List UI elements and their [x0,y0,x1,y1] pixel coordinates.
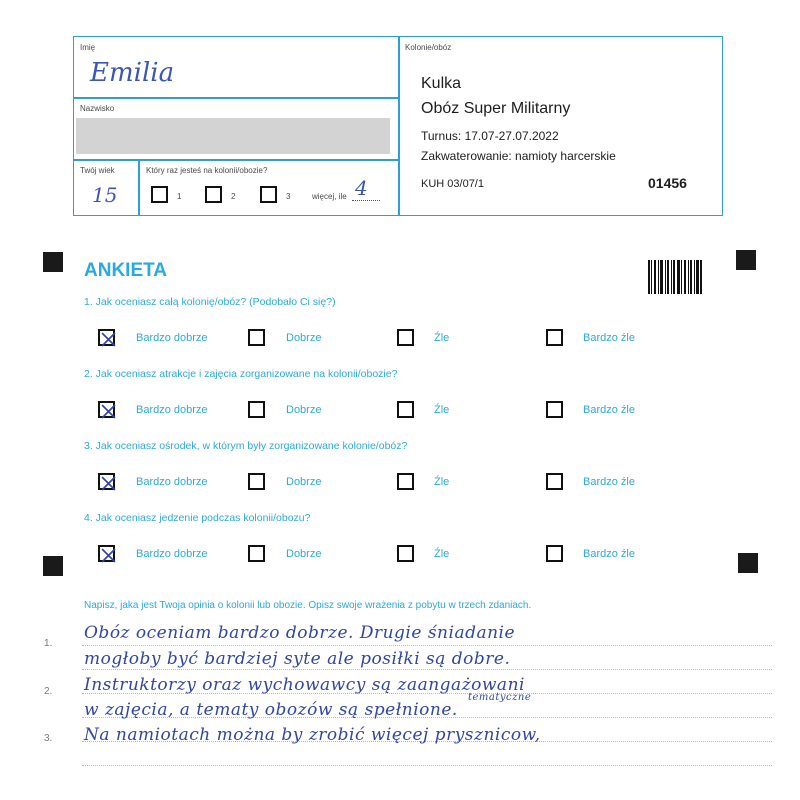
header-divider [73,97,399,99]
header-divider [398,36,400,216]
wiecej-label: więcej, ile [312,192,347,201]
q1-option-3-checkbox[interactable] [397,329,414,346]
q4-option-3-label: Źle [434,548,450,560]
q2-option-2-label: Dobrze [286,404,322,416]
q3-option-4-checkbox[interactable] [546,473,563,490]
wiek-value[interactable]: 15 [92,183,118,207]
q4-option-4-checkbox[interactable] [546,545,563,562]
writing-line [82,765,772,766]
header-divider [73,159,399,161]
q4-option-1-checkbox[interactable] [98,545,115,562]
question-2: 2. Jak oceniasz atrakcje i zajęcia zorganizowane na kolonii/obozie? [84,368,398,380]
q1-option-1-checkbox[interactable] [98,329,115,346]
q1-option-3-label: Źle [434,332,450,344]
imie-value[interactable]: Emilia [90,58,175,88]
q2-option-3-checkbox[interactable] [397,401,414,418]
line-number-2: 2. [44,686,53,697]
check-x-icon [100,475,117,492]
writing-line [82,669,772,670]
opinion-line-2[interactable]: mogłoby być bardziej syte ale posiłki są dobre. [84,649,511,669]
q4-option-2-label: Dobrze [286,548,322,560]
q4-option-2-checkbox[interactable] [248,545,265,562]
q4-option-4-label: Bardzo źle [583,548,635,560]
imie-label: Imię [80,43,96,52]
q1-option-1-label: Bardzo dobrze [136,332,208,344]
wiecej-value[interactable]: 4 [355,176,368,200]
visit-option-3-label: 3 [286,192,291,201]
q1-option-2-label: Dobrze [286,332,322,344]
registration-mark [43,252,63,272]
wiecej-line [352,200,380,201]
check-x-icon [100,547,117,564]
q3-option-2-checkbox[interactable] [248,473,265,490]
check-x-icon [100,403,117,420]
q3-option-1-label: Bardzo dobrze [136,476,208,488]
camp-code: KUH 03/07/1 [421,178,484,190]
nazwisko-redacted [76,118,390,154]
camp-name: Kulka [421,75,462,92]
visit-checkbox-3[interactable] [260,186,277,203]
visit-option-1-label: 1 [177,192,182,201]
q2-option-3-label: Źle [434,404,450,416]
kolonia-label: Kolonie/obóz [405,43,452,52]
q2-option-1-label: Bardzo dobrze [136,404,208,416]
q2-option-4-checkbox[interactable] [546,401,563,418]
header-divider [138,159,140,216]
line-number-3: 3. [44,733,53,744]
opinion-line-1[interactable]: Obóz oceniam bardzo dobrze. Drugie śniadanie [84,623,516,643]
opinion-insert[interactable]: tematyczne [468,692,532,703]
camp-title: Obóz Super Militarny [421,100,571,117]
turnus: Turnus: 17.07-27.07.2022 [421,129,559,143]
writing-line [82,645,772,646]
line-number-1: 1. [44,638,53,649]
visit-checkbox-2[interactable] [205,186,222,203]
visit-option-2-label: 2 [231,192,236,201]
ktory-raz-label: Który raz jesteś na kolonii/obozie? [146,166,268,175]
q1-option-4-label: Bardzo źle [583,332,635,344]
registration-mark [736,250,756,270]
q1-option-2-checkbox[interactable] [248,329,265,346]
wiek-label: Twój wiek [80,166,115,175]
q3-option-1-checkbox[interactable] [98,473,115,490]
check-x-icon [100,331,117,348]
q3-option-3-checkbox[interactable] [397,473,414,490]
q4-option-3-checkbox[interactable] [397,545,414,562]
q4-option-1-label: Bardzo dobrze [136,548,208,560]
registration-mark [738,553,758,573]
q3-option-2-label: Dobrze [286,476,322,488]
zakwaterowanie: Zakwaterowanie: namioty harcerskie [421,149,616,163]
barcode [648,260,702,294]
question-4: 4. Jak oceniasz jedzenie podczas kolonii/obozu? [84,512,311,524]
opinion-line-4[interactable]: w zajęcia, a tematy obozów są spełnione. [84,700,458,720]
q2-option-4-label: Bardzo źle [583,404,635,416]
nazwisko-label: Nazwisko [80,104,115,113]
q1-option-4-checkbox[interactable] [546,329,563,346]
registration-mark [43,556,63,576]
opinion-prompt: Napisz, jaka jest Twoja opinia o kolonii lub obozie. Opisz swoje wrażenia z pobytu w trzech zdaniach. [84,600,532,611]
opinion-line-3[interactable]: Instruktorzy oraz wychowawcy są zaangażowani [84,675,525,695]
visit-checkbox-1[interactable] [151,186,168,203]
form-number: 01456 [648,175,687,191]
question-3: 3. Jak oceniasz ośrodek, w którym były zorganizowane kolonie/obóz? [84,440,408,452]
opinion-line-5[interactable]: Na namiotach można by zrobić więcej prysznicow, [84,725,541,745]
q3-option-4-label: Bardzo źle [583,476,635,488]
q3-option-3-label: Źle [434,476,450,488]
question-1: 1. Jak oceniasz całą kolonię/obóz? (Podobało Ci się?) [84,296,336,308]
survey-title: ANKIETA [84,260,168,281]
q2-option-2-checkbox[interactable] [248,401,265,418]
q2-option-1-checkbox[interactable] [98,401,115,418]
